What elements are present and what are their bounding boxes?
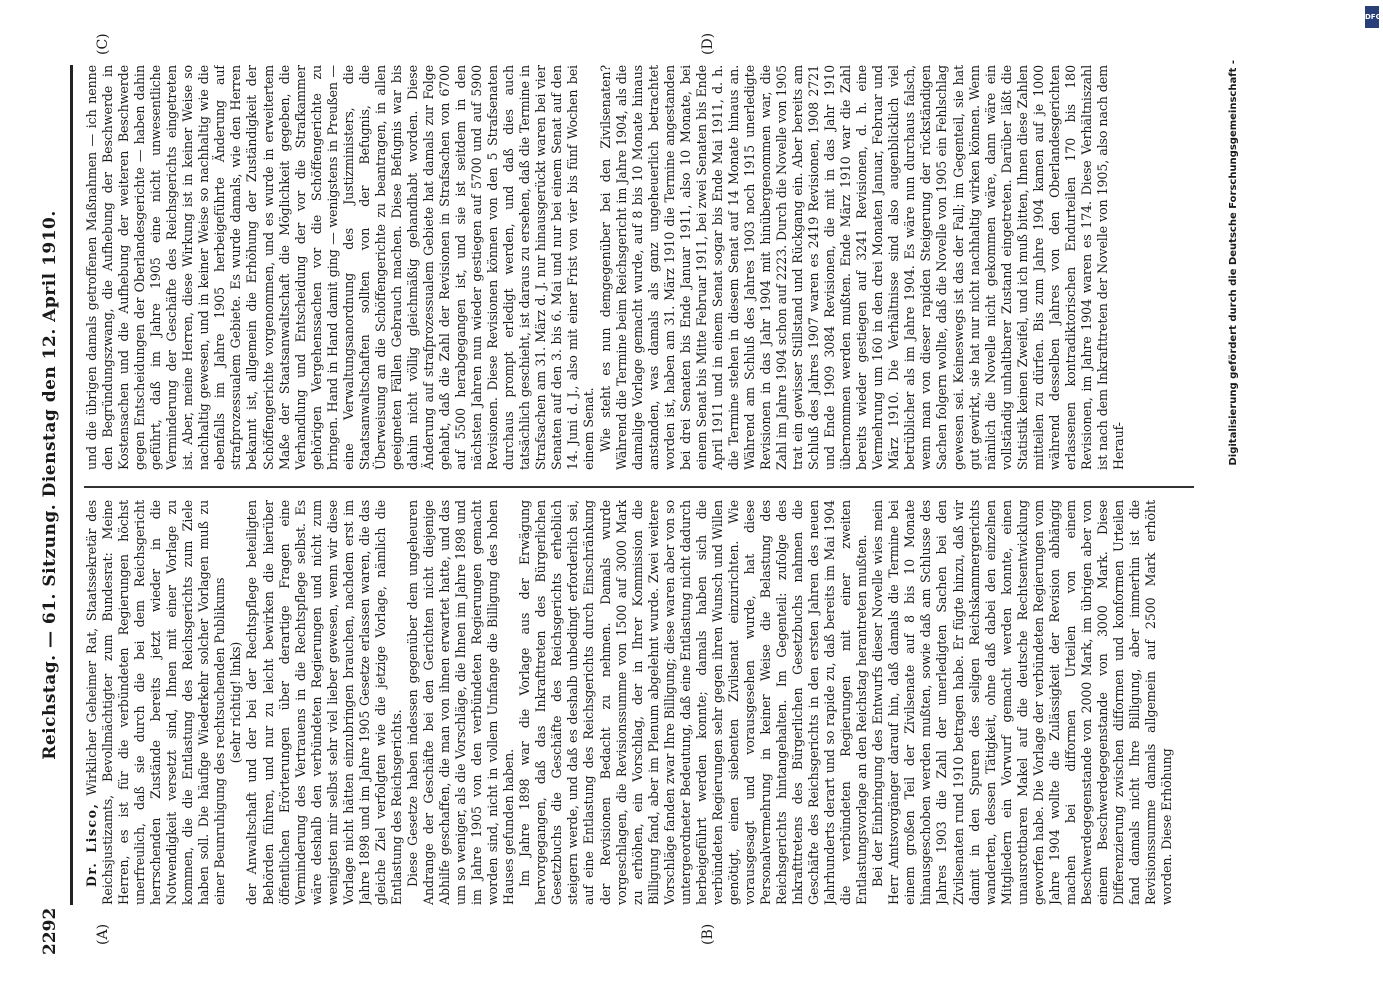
paragraph: Im Jahre 1898 war die Vorlage aus der Erwägung hervorgegangen, daß das Inkrafttreten des Bürgerlichen Gesetzbuchs die Geschäfte des Reichsgerichts erheblich steigern werde, und daß es deshalb unbedingt erforderlich sei, auf eine Entlastung des Reichsgerichts durch Einschränkung der Revisionen Bedacht zu nehmen. Damals wurde vorgeschlagen, die Revisionssumme von 1500 auf 3000 Mark zu erhöhen, ein Vorschlag, der in Ihrer Kommission die Billigung fand, aber im Plenum abgelehnt wurde. Zwei weitere Vorschläge fanden zwar Ihre Billigung; diese waren aber von so untergeordneter Bedeutung, daß eine Entlastung nicht dadurch herbeigeführt werden konnte; damals haben sich die verbündeten Regierungen sehr gegen ihren Wunsch und Willen genötigt, einen siebenten Zivilsenat einzurichten. Wie vorausgesagt und vorausgesehen wurde, hat diese Personalvermehrung in keiner Weise die Belastung des Reichsgerichts hintangehalten. Im Gegenteil: zufolge des Inkrafttretens des Bürgerlichen Gesetzbuchs nahmen die Geschäfte des Reichsgerichts in den ersten Jahren des neuen Jahrhunderts derart und so rapide zu, daß bereits im Mai 1904 die verbündeten Regierungen mit einer zweiten Entlastungsvorlage an den Reichstag herantreten mußten.	[517, 500, 870, 905]
interjection: (sehr richtig! links)	[228, 641, 244, 764]
speaker-name: Dr. Lisco,	[84, 802, 99, 887]
right-column	[84, 65, 1194, 470]
marker-b: (B)	[700, 923, 716, 945]
marker-d: (D)	[700, 32, 716, 55]
marker-a: (A)	[95, 923, 111, 945]
header-rule	[70, 65, 73, 905]
column-divider	[84, 487, 1194, 489]
paragraph: Bei der Einbringung des Entwurfs dieser Novelle wies mein Herr Amtsvorgänger darauf hin, daß damals die Termine bei einem großen Teil der Zivilsenate auf 8 bis 10 Monate hinausgeschoben werden mußten, sowie daß am Schlusse des Jahres 1903 die Zahl der unerledigten Sachen bei den Zivilsenaten rund 1910 betragen habe. Er fügte hinzu, daß wir damit in den Spuren des seligen Reichskammergerichts wanderten, dessen Tätigkeit, ohne daß dabei den einzelnen Mitgliedern ein Vorwurf gemacht werden konnte, einen unausrottbaren Makel auf die deutsche Rechtsentwicklung geworfen habe. Die Vorlage der verbündeten Regierungen vom Jahre 1904 wollte die Zulässigkeit der Revision abhängig machen bei difformen Urteilen von einem Beschwerdegegenstande von 2000 Mark, im übrigen aber von einem Beschwerdegegenstande von 3000 Mark. Diese Differenzierung zwischen difformen und konformen Urteilen fand damals nicht Ihre Billigung, aber immerhin ist die Revisionssumme damals allgemein auf 2500 Mark erhöht worden. Diese Erhöhung	[870, 500, 1175, 905]
dfg-logo-icon	[1365, 6, 1382, 28]
dfg-logo-text: DFG	[1365, 13, 1382, 21]
paragraph	[84, 500, 228, 905]
paragraph: der Anwaltschaft und der bei der Rechtspflege beteiligten Behörden führen, und nur zu leicht bewirken die hierüber öffentlichen Erörterungen über derartige Fragen eine Verminderung des Vertrauens in die Rechtspflege selbst. Es wäre deshalb den verbündeten Regierungen und nicht zum wenigsten mir selbst sehr viel lieber gewesen, wenn wir diese Vorlage nicht hätten einzubringen brauchen, nachdem erst im Jahre 1898 und im Jahre 1905 Gesetze erlassen waren, die das gleiche Ziel verfolgten wie die jetzige Vorlage, nämlich die Entlastung des Reichsgerichts.	[244, 500, 404, 905]
paragraph-text: Wirklicher Geheimer Rat, Staatssekretär des Reichsjustizamts, Bevollmächtigter zum Bundesrat: Meine Herren, es ist für die verbündeten Regierungen höchst unerfreulich, daß sie durch die bei dem Reichsgericht herrschenden Zustände bereits jetzt wieder in die Notwendigkeit versetzt sind, Ihnen mit einer Vorlage zu kommen, die die Entlastung des Reichsgerichts zum Ziele haben soll. Die häufige Wiederkehr solcher Vorlagen muß zu einer Beunruhigung des rechtsuchenden Publikums	[84, 500, 228, 905]
paragraph: Wie steht es nun demgegenüber bei den Zivilsenaten? Während die Termine beim Reichsgericht im Jahre 1904, als die damalige Vorlage gemacht wurde, auf 8 bis 10 Monate hinaus anstanden, was damals als ganz ungeheuerlich betrachtet worden ist, haben am 31. März 1910 die Termine angestanden bei drei Senaten bis Ende Januar 1911, also 10 Monate, bei einem Senat bis Mitte Februar 1911, bei zwei Senaten bis Ende April 1911 und in einem Senat sogar bis Ende Mai 1911, d. h. die Termine stehen in diesem Senat auf 14 Monate hinaus an. Während am Schluß des Jahres 1903 noch 1915 unerledigte Revisionen in das Jahr 1904 mit hinübergenommen war, die Zahl im Jahre 1904 schon auf 2223. Durch die Novelle von 1905 trat ein gewisser Stillstand und Rückgang ein. Aber bereits am Schluß des Jahres 1907 waren es 2419 Revisionen, 1908 2721 und Ende 1909 3084 Revisionen, die mit in das Jahr 1910 übernommen werden mußten. Ende März 1910 war die Zahl bereits wieder gestiegen auf 3241 Revisionen, d. h. eine Vermehrung um 160 in den drei Monaten Januar, Februar und März 1910. Die Verhältnisse sind also augenblicklich viel betrüblicher als im Jahre 1904. Es wäre nun durchaus falsch, wenn man von dieser rapiden Steigerung der rückständigen Sachen folgern wollte, daß die Novelle von 1905 ein Fehlschlag gewesen sei. Keineswegs ist das der Fall; im Gegenteil, sie hat gut gewirkt, sie hat nur nicht nachhaltig wirken können. Wenn nämlich die Novelle nicht gekommen wäre, dann wäre ein vollständig unhaltbarer Zustand eingetreten. Darüber läßt die Statistik keinen Zweifel, und ich muß bitten, Ihnen diese Zahlen mitteilen zu dürfen. Bis zum Jahre 1904 kamen auf je 1000 während desselben Jahres von den Oberlandesgerichten erlassenen kontradiktorischen Endurteilen 170 bis 180 Revisionen, im Jahre 1904 waren es 174. Diese Verhältniszahl ist nach dem Inkrafttreten der Novelle von 1905, also nach dem Herauf-	[597, 65, 1126, 470]
digitization-credit	[1228, 0, 1239, 1000]
paragraph: und die übrigen damals getroffenen Maßnahmen — ich nenne den Begründungszwang, die Aufhebung der Beschwerde in Kostensachen und die Aufhebung der weiteren Beschwerde gegen Entscheidungen der Oberlandesgerichte — haben dahin geführt, daß im Jahre 1905 eine nicht unwesentliche Verminderung der Geschäfte des Reichsgerichts eingetreten ist. Aber, meine Herren, diese Wirkung ist in keiner Weise so nachhaltig gewesen, und in keiner Weise so nachhaltig wie die ebenfalls im Jahre 1905 herbeigeführte Änderung auf strafprozessualem Gebiete. Es wurde damals, wie den Herren bekannt ist, allgemein die Erhöhung der Zuständigkeit der Schöffengerichte vorgenommen, und es wurde in erweitertem Maße der Staatsanwaltschaft die Möglichkeit gegeben, die Verhandlung und Entscheidung der vor die Strafkammer gehörigen Vergehenssachen vor die Schöffengerichte zu bringen. Hand in Hand damit ging — wenigstens in Preußen — eine Verwaltungsanordnung des Justizministers, die Staatsanwaltschaften sollten von der Befugnis, die Überweisung an die Schöffengerichte zu beantragen, in allen geeigneten Fällen Gebrauch machen. Diese Befugnis war bis dahin nicht völlig gleichmäßig gehandhabt worden. Diese Änderung auf strafprozessualem Gebiete hat damals zur Folge gehabt, daß die Zahl der Revisionen in Strafsachen von 6700 auf 5500 herabgegangen ist, und sie ist seitdem in den nächsten Jahren nun wieder gestiegen auf 5700 und auf 5900 Revisionen. Diese Revisionen können von den 5 Strafsenaten durchaus prompt erledigt werden, und daß dies auch tatsächlich geschieht, ist daraus zu ersehen, daß die Termine in Strafsachen am 31. März d. J. nur hinausgerückt waren bei vier Senaten auf den 3. bis 6. Mai und nur bei einem Senat auf den 14. Juni d. J., also mit einer Frist von vier bis fünf Wochen bei einem Senat.	[84, 65, 597, 470]
left-column	[84, 500, 1194, 905]
page-number: 2292	[40, 907, 60, 955]
page-header	[36, 15, 66, 955]
page-title: Reichstag. — 61. Sitzung. Dienstag den 12. April 1910.	[40, 210, 60, 760]
marker-c: (C)	[95, 33, 111, 55]
paragraph: Diese Gesetze haben indessen gegenüber dem ungeheuren Andrange der Geschäfte bei den Gerichten nicht diejenige Abhilfe geschaffen, die man von ihnen erwartet hatte, und das um so weniger, als die Vorschläge, die Ihnen im Jahre 1898 und im Jahre 1905 von den verbündeten Regierungen gemacht worden sind, nicht in vollem Umfange die Billigung des hohen Hauses gefunden haben.	[404, 500, 517, 905]
credit-text: Digitalisierung gefördert durch die Deutsche Forschungsgemeinschaft -	[1228, 60, 1239, 466]
